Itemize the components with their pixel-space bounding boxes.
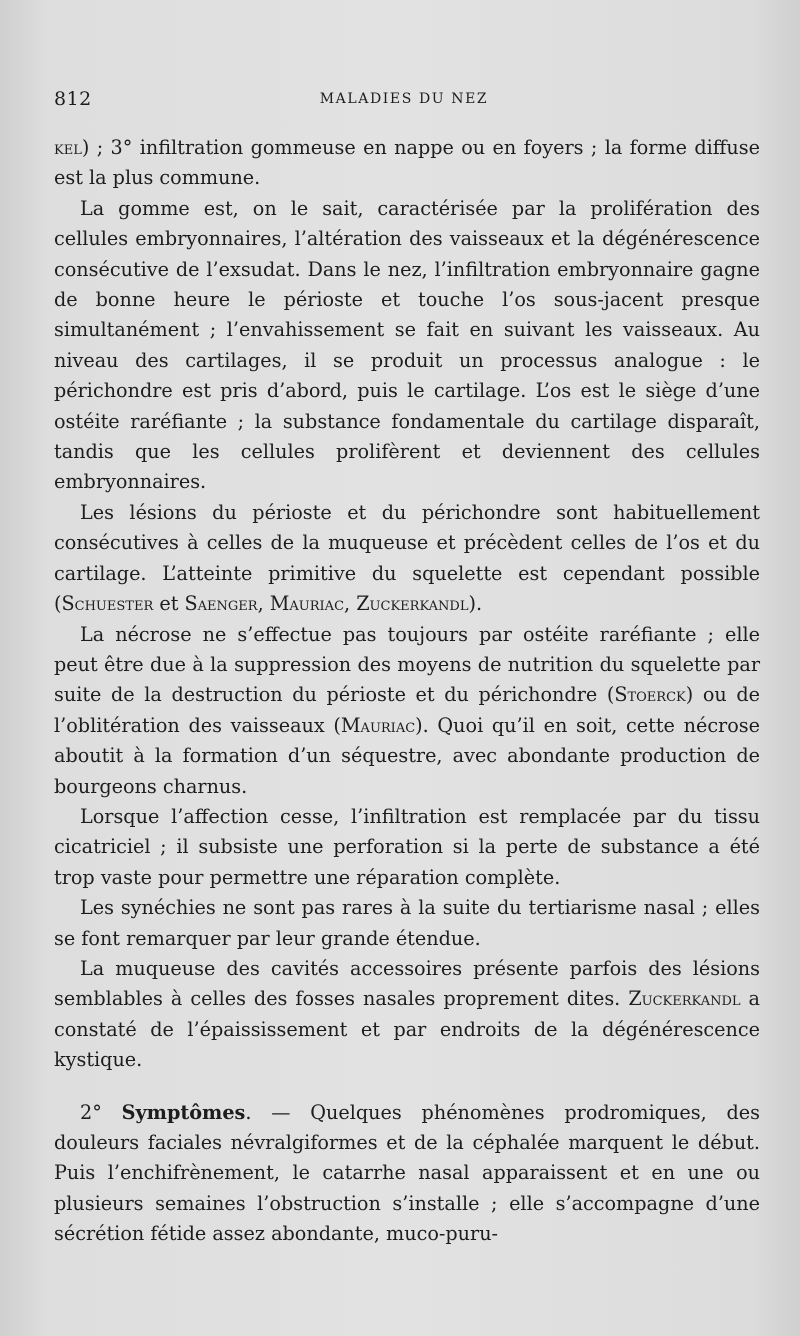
author-name: Mauriac [269, 592, 345, 616]
paragraph-text: La muqueuse des cavités accessoires présente parfois des lésions semblables à celles des fosses nasales proprement dites. [54, 956, 760, 1011]
paragraph-text: ). [468, 592, 483, 616]
author-name: Saenger [184, 592, 258, 616]
paragraph-text: a constaté de l’épaississement et par endroits de la dégénérescence kystique. [54, 987, 760, 1072]
paragraph-text: , [257, 592, 270, 616]
running-title: MALADIES DU NEZ [319, 91, 489, 107]
section-heading: Symptômes [121, 1100, 246, 1124]
author-name: Stoerck [614, 683, 686, 707]
author-name: Mauriac [340, 713, 416, 737]
paragraph-text: ). Quoi qu’il en soit, cette nécrose aboutit à la formation d’un séquestre, avec abondante production de bourgeons charnus. [54, 713, 760, 798]
author-name: Zuckerkandl [628, 987, 741, 1011]
paragraph-text: . — Quelques phénomènes prodromiques, des douleurs faciales névralgiformes et de la céphalée marquent le début. Puis l’enchifrènement, le catarrhe nasal apparaissent et en une ou plusieurs semaines l’obstruction s’installe ; elle s’accompagne d’une sécrétion fétide assez abondante, muco-puru- [54, 1100, 760, 1246]
author-name: Zuckerkandl [356, 592, 469, 616]
page-number: 812 [54, 88, 92, 110]
section-number: 2° [80, 1100, 102, 1124]
paragraph-text: ) ; 3° infiltration gommeuse en nappe ou en foyers ; la forme diffuse est la plus commune. [54, 136, 760, 190]
page-header [54, 88, 754, 118]
paragraph-text: et [153, 592, 185, 616]
paragraph-synechies: Les synéchies ne sont pas rares à la suite du tertiarisme nasal ; elles se font remarquer par leur grande étendue. [54, 896, 760, 950]
author-name-fragment: kel [54, 136, 82, 159]
paragraph-continuation [54, 133, 760, 194]
paragraph-cicatrice: Lorsque l’affection cesse, l’infiltration est remplacée par du tissu cicatriciel ; il subsiste une perforation si la perte de substance a été trop vaste pour permettre une réparation complète. [54, 804, 760, 889]
paragraph-text: ) ou de l’oblitération des vaisseaux ( [54, 683, 760, 737]
body-text [54, 133, 760, 1250]
author-name: Schuester [61, 592, 154, 616]
paragraph-lesions [54, 498, 760, 620]
paragraph-text: Les lésions du périoste et du périchondre sont habituellement consécutives à celles de la muqueuse et précèdent celles de l’os et du cartilage. L’atteinte primitive du squelette est cependant possible ( [54, 500, 760, 616]
paragraph-text: , [344, 592, 357, 616]
paragraph-cavites [54, 954, 760, 1076]
paragraph-gomme: La gomme est, on le sait, caractérisée par la prolifération des cellules embryonnaires, l’altération des vaisseaux et la dégénérescence consécutive de l’exsudat. Dans le nez, l’infiltration embryonnaire gagne de bonne heure le périoste et touche l’os sous-jacent presque simultanément ; l’envahissement se fait en suivant les vaisseaux. Au niveau des cartilages, il se produit un processus analogue : le périchondre est pris d’abord, puis le cartilage. L’os est le siège d’une ostéite raréfiante ; la substance fondamentale du cartilage disparaît, tandis que les cellules prolifèrent et deviennent des cellules embryonnaires. [54, 196, 760, 494]
paragraph-necrose [54, 620, 760, 802]
paragraph-text: La nécrose ne s’effectue pas toujours par ostéite raréfiante ; elle peut être due à la suppression des moyens de nutrition du squelette par suite de la destruction du périoste et du périchondre ( [54, 622, 760, 707]
section-symptomes [54, 1098, 760, 1250]
